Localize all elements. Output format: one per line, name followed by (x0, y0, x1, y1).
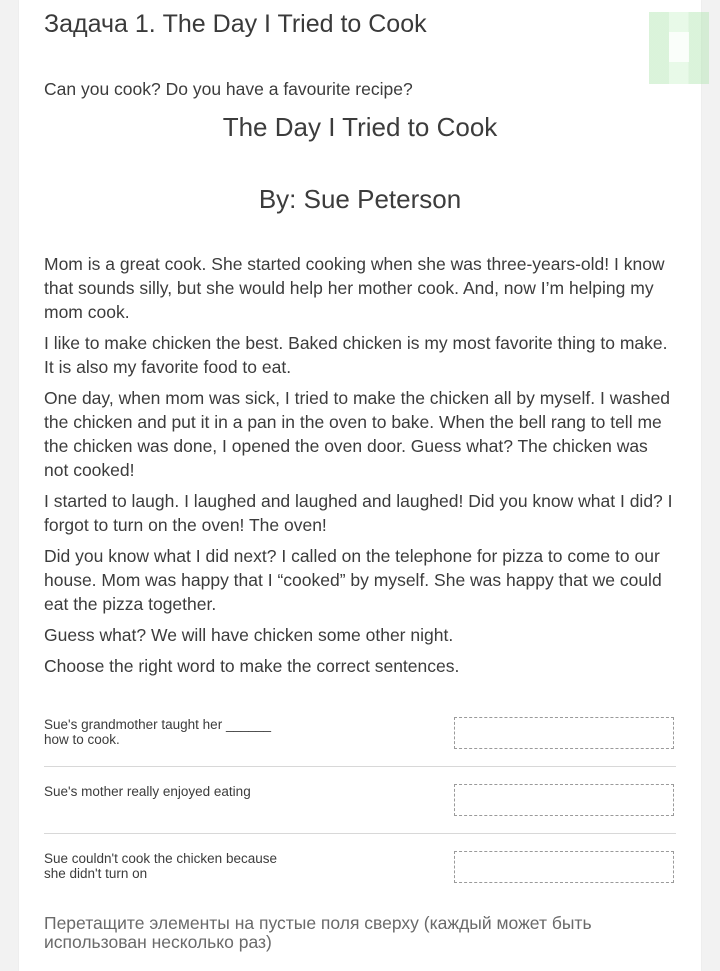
drop-zone[interactable] (454, 784, 674, 816)
decorative-tile-icon (649, 12, 709, 84)
exercise-prompt: Sue couldn't cook the chicken because she didn't turn on (44, 851, 277, 881)
exercise-row (44, 767, 676, 834)
drop-zone[interactable] (454, 717, 674, 749)
story-text (44, 252, 676, 654)
task-title: Задача 1. The Day I Tried to Cook (44, 10, 427, 38)
exercise-instruction: Choose the right word to make the correct sentences. (44, 656, 460, 676)
story-paragraph: One day, when mom was sick, I tried to make the chicken all by myself. I washed the chicken and put it in a pan in the oven to bake. When the bell rang to tell me the chicken was done, I opened the oven door. Guess what? The chicken was not cooked! (44, 388, 671, 480)
story-paragraph: Mom is a great cook. She started cooking when she was three-years-old! I know that sounds silly, but she would help her mother cook. And, now I’m helping my mom cook. (44, 254, 665, 322)
drag-hint: Перетащите элементы на пустые поля сверху (каждый может быть использован несколько раз) (44, 913, 592, 952)
story-paragraph: I started to laugh. I laughed and laughed and laughed! Did you know what I did? I forgot to turn on the oven! The oven! (44, 491, 673, 535)
exercise-row (44, 700, 676, 767)
drop-zone[interactable] (454, 851, 674, 883)
exercise-prompt: Sue's grandmother taught her ______ how to cook. (44, 717, 271, 747)
story-title: The Day I Tried to Cook (222, 112, 498, 142)
story-paragraph: Did you know what I did next? I called on the telephone for pizza to come to our house. Mom was happy that I “cooked” by myself. She was happy that we could eat the pizza together. (44, 546, 662, 614)
task-card (19, 0, 701, 971)
story-paragraph: I like to make chicken the best. Baked chicken is my most favorite thing to make. It is also my favorite food to eat. (44, 333, 668, 377)
story-paragraph: Guess what? We will have chicken some other night. (44, 625, 454, 645)
intro-question: Can you cook? Do you have a favourite recipe? (44, 79, 413, 99)
exercise-row (44, 834, 676, 900)
story-byline: By: Sue Peterson (258, 184, 462, 214)
exercise-prompt: Sue's mother really enjoyed eating (44, 784, 251, 799)
exercise-rows (44, 700, 676, 900)
